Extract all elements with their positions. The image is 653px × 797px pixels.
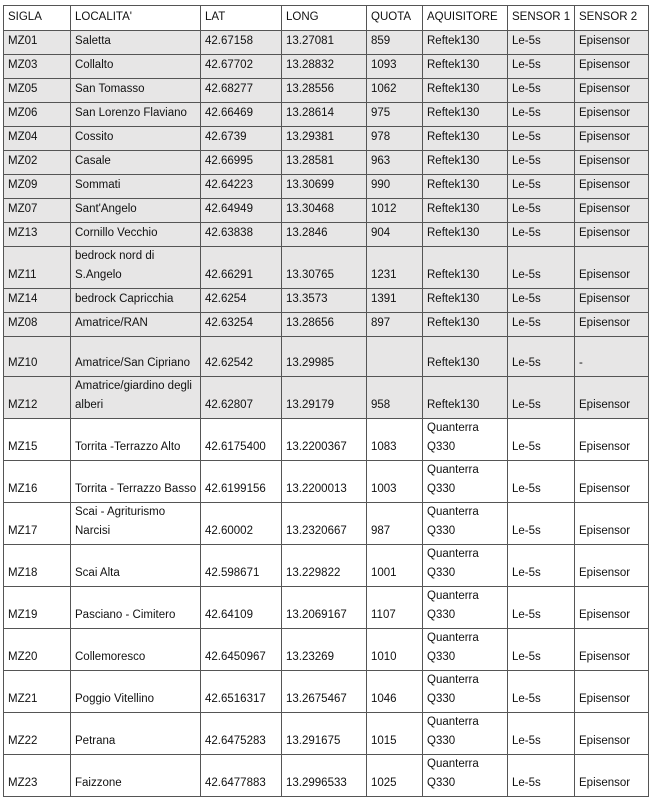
long-cell: 13.29179 [282,377,367,419]
sensor-1-cell: Le-5s [508,461,575,503]
quota-cell: 1001 [367,545,423,587]
lat-cell: 42.62542 [201,337,282,377]
long-cell: 13.28614 [282,103,367,127]
stations-table-container [3,5,649,797]
quota-cell: 1046 [367,671,423,713]
lat-cell: 42.63838 [201,223,282,247]
table-row [4,377,649,419]
sensor-2-cell: Episensor [575,461,649,503]
sensor-1-cell: Le-5s [508,313,575,337]
sensor-1-cell: Le-5s [508,629,575,671]
table-row [4,55,649,79]
sensor-1-cell: Le-5s [508,223,575,247]
quota-cell: 1107 [367,587,423,629]
aquisitore-cell: Reftek130 [423,31,508,55]
sensor-1-cell: Le-5s [508,713,575,755]
aquisitore-cell: Reftek130 [423,151,508,175]
long-cell: 13.28556 [282,79,367,103]
quota-cell: 990 [367,175,423,199]
quota-cell: 1083 [367,419,423,461]
header-lat: LAT [201,6,282,31]
lat-cell: 42.66995 [201,151,282,175]
table-row [4,31,649,55]
localita-cell: Cornillo Vecchio [71,223,201,247]
localita-cell: Sant'Angelo [71,199,201,223]
localita-cell: Torrita - Terrazzo Basso [71,461,201,503]
quota-cell: 904 [367,223,423,247]
table-row [4,289,649,313]
sigla-cell: MZ17 [4,503,71,545]
table-row [4,587,649,629]
localita-cell: Scai Alta [71,545,201,587]
aquisitore-cell: Reftek130 [423,313,508,337]
localita-cell: bedrock nord di S.Angelo [71,247,201,289]
sensor-1-cell: Le-5s [508,31,575,55]
long-cell: 13.2846 [282,223,367,247]
sensor-2-cell: Episensor [575,55,649,79]
localita-cell: Amatrice/giardino degli alberi [71,377,201,419]
long-cell: 13.291675 [282,713,367,755]
sensor-2-cell: Episensor [575,289,649,313]
lat-cell: 42.6739 [201,127,282,151]
aquisitore-cell: Reftek130 [423,289,508,313]
localita-cell: Cossito [71,127,201,151]
quota-cell: 897 [367,313,423,337]
quota-cell: 1015 [367,713,423,755]
localita-cell: Torrita -Terrazzo Alto [71,419,201,461]
localita-cell: Pasciano - Cimitero [71,587,201,629]
localita-cell: Petrana [71,713,201,755]
lat-cell: 42.6199156 [201,461,282,503]
lat-cell: 42.67702 [201,55,282,79]
sigla-cell: MZ11 [4,247,71,289]
sensor-1-cell: Le-5s [508,503,575,545]
sigla-cell: MZ07 [4,199,71,223]
table-row [4,103,649,127]
lat-cell: 42.63254 [201,313,282,337]
long-cell: 13.30468 [282,199,367,223]
sigla-cell: MZ18 [4,545,71,587]
sensor-2-cell: Episensor [575,175,649,199]
sensor-1-cell: Le-5s [508,127,575,151]
quota-cell: 1093 [367,55,423,79]
header-sensor-1: SENSOR 1 [508,6,575,31]
aquisitore-cell: Reftek130 [423,79,508,103]
table-row [4,175,649,199]
long-cell: 13.28832 [282,55,367,79]
quota-cell: 1062 [367,79,423,103]
sensor-1-cell: Le-5s [508,377,575,419]
quota-cell: 963 [367,151,423,175]
sensor-2-cell: Episensor [575,713,649,755]
sensor-2-cell: Episensor [575,587,649,629]
localita-cell: San Tomasso [71,79,201,103]
aquisitore-cell: Quanterra Q330 [423,713,508,755]
table-header-row [4,6,649,31]
aquisitore-cell: Quanterra Q330 [423,503,508,545]
quota-cell: 1010 [367,629,423,671]
sigla-cell: MZ10 [4,337,71,377]
table-row [4,671,649,713]
sigla-cell: MZ23 [4,755,71,797]
sensor-1-cell: Le-5s [508,587,575,629]
table-row [4,313,649,337]
sigla-cell: MZ22 [4,713,71,755]
sigla-cell: MZ03 [4,55,71,79]
lat-cell: 42.64949 [201,199,282,223]
table-row [4,151,649,175]
lat-cell: 42.6477883 [201,755,282,797]
lat-cell: 42.62807 [201,377,282,419]
aquisitore-cell: Reftek130 [423,127,508,151]
aquisitore-cell: Quanterra Q330 [423,587,508,629]
table-row [4,629,649,671]
sensor-2-cell: - [575,337,649,377]
table-row [4,461,649,503]
localita-cell: Saletta [71,31,201,55]
long-cell: 13.2320667 [282,503,367,545]
aquisitore-cell: Reftek130 [423,247,508,289]
sensor-1-cell: Le-5s [508,545,575,587]
sensor-1-cell: Le-5s [508,103,575,127]
long-cell: 13.28656 [282,313,367,337]
quota-cell: 859 [367,31,423,55]
sensor-1-cell: Le-5s [508,55,575,79]
localita-cell: Sommati [71,175,201,199]
aquisitore-cell: Reftek130 [423,55,508,79]
lat-cell: 42.66469 [201,103,282,127]
long-cell: 13.29985 [282,337,367,377]
sigla-cell: MZ01 [4,31,71,55]
lat-cell: 42.60002 [201,503,282,545]
sigla-cell: MZ20 [4,629,71,671]
aquisitore-cell: Reftek130 [423,103,508,127]
sigla-cell: MZ12 [4,377,71,419]
table-row [4,419,649,461]
aquisitore-cell: Reftek130 [423,377,508,419]
aquisitore-cell: Quanterra Q330 [423,461,508,503]
table-row [4,223,649,247]
sensor-2-cell: Episensor [575,313,649,337]
lat-cell: 42.66291 [201,247,282,289]
localita-cell: Casale [71,151,201,175]
long-cell: 13.229822 [282,545,367,587]
table-row [4,503,649,545]
long-cell: 13.2069167 [282,587,367,629]
aquisitore-cell: Quanterra Q330 [423,629,508,671]
sensor-1-cell: Le-5s [508,419,575,461]
sigla-cell: MZ02 [4,151,71,175]
table-row [4,545,649,587]
aquisitore-cell: Quanterra Q330 [423,671,508,713]
table-row [4,247,649,289]
table-row [4,199,649,223]
sensor-1-cell: Le-5s [508,175,575,199]
quota-cell: 975 [367,103,423,127]
quota-cell: 1231 [367,247,423,289]
quota-cell: 1012 [367,199,423,223]
sensor-2-cell: Episensor [575,79,649,103]
sigla-cell: MZ04 [4,127,71,151]
quota-cell: 1003 [367,461,423,503]
aquisitore-cell: Reftek130 [423,175,508,199]
localita-cell: San Lorenzo Flaviano [71,103,201,127]
localita-cell: Faizzone [71,755,201,797]
sensor-1-cell: Le-5s [508,289,575,313]
sensor-2-cell: Episensor [575,151,649,175]
lat-cell: 42.6516317 [201,671,282,713]
sensor-2-cell: Episensor [575,223,649,247]
localita-cell: Amatrice/RAN [71,313,201,337]
sensor-1-cell: Le-5s [508,199,575,223]
long-cell: 13.27081 [282,31,367,55]
sigla-cell: MZ13 [4,223,71,247]
sensor-2-cell: Episensor [575,377,649,419]
quota-cell: 1025 [367,755,423,797]
header-long: LONG [282,6,367,31]
aquisitore-cell: Quanterra Q330 [423,419,508,461]
stations-table-body [4,6,649,797]
sigla-cell: MZ19 [4,587,71,629]
table-row [4,337,649,377]
quota-cell: 987 [367,503,423,545]
sensor-2-cell: Episensor [575,103,649,127]
table-row [4,713,649,755]
aquisitore-cell: Quanterra Q330 [423,755,508,797]
lat-cell: 42.67158 [201,31,282,55]
sensor-1-cell: Le-5s [508,755,575,797]
sensor-2-cell: Episensor [575,629,649,671]
lat-cell: 42.6175400 [201,419,282,461]
localita-cell: bedrock Capricchia [71,289,201,313]
table-row [4,755,649,797]
sensor-2-cell: Episensor [575,671,649,713]
sensor-1-cell: Le-5s [508,671,575,713]
sigla-cell: MZ09 [4,175,71,199]
long-cell: 13.2996533 [282,755,367,797]
lat-cell: 42.68277 [201,79,282,103]
aquisitore-cell: Quanterra Q330 [423,545,508,587]
lat-cell: 42.6475283 [201,713,282,755]
sigla-cell: MZ16 [4,461,71,503]
sensor-2-cell: Episensor [575,419,649,461]
sensor-2-cell: Episensor [575,31,649,55]
long-cell: 13.30699 [282,175,367,199]
long-cell: 13.2675467 [282,671,367,713]
sensor-1-cell: Le-5s [508,79,575,103]
header-aquisitore: AQUISITORE [423,6,508,31]
localita-cell: Amatrice/San Cipriano [71,337,201,377]
aquisitore-cell: Reftek130 [423,199,508,223]
long-cell: 13.2200013 [282,461,367,503]
long-cell: 13.28581 [282,151,367,175]
sensor-1-cell: Le-5s [508,337,575,377]
localita-cell: Collemoresco [71,629,201,671]
header-quota: QUOTA [367,6,423,31]
aquisitore-cell: Reftek130 [423,223,508,247]
lat-cell: 42.64109 [201,587,282,629]
sigla-cell: MZ08 [4,313,71,337]
long-cell: 13.2200367 [282,419,367,461]
sensor-2-cell: Episensor [575,247,649,289]
aquisitore-cell: Reftek130 [423,337,508,377]
table-row [4,127,649,151]
lat-cell: 42.64223 [201,175,282,199]
long-cell: 13.3573 [282,289,367,313]
localita-cell: Collalto [71,55,201,79]
sensor-2-cell: Episensor [575,503,649,545]
long-cell: 13.23269 [282,629,367,671]
sensor-2-cell: Episensor [575,545,649,587]
sensor-2-cell: Episensor [575,199,649,223]
sigla-cell: MZ05 [4,79,71,103]
quota-cell [367,337,423,377]
header-localita: LOCALITA' [71,6,201,31]
header-sensor-2: SENSOR 2 [575,6,649,31]
lat-cell: 42.6254 [201,289,282,313]
localita-cell: Scai - Agriturismo Narcisi [71,503,201,545]
stations-table [3,5,649,797]
long-cell: 13.29381 [282,127,367,151]
long-cell: 13.30765 [282,247,367,289]
sensor-2-cell: Episensor [575,755,649,797]
quota-cell: 958 [367,377,423,419]
sigla-cell: MZ14 [4,289,71,313]
sigla-cell: MZ06 [4,103,71,127]
sensor-1-cell: Le-5s [508,151,575,175]
lat-cell: 42.598671 [201,545,282,587]
sensor-1-cell: Le-5s [508,247,575,289]
quota-cell: 978 [367,127,423,151]
sigla-cell: MZ15 [4,419,71,461]
header-sigla: SIGLA [4,6,71,31]
lat-cell: 42.6450967 [201,629,282,671]
sensor-2-cell: Episensor [575,127,649,151]
table-row [4,79,649,103]
localita-cell: Poggio Vitellino [71,671,201,713]
sigla-cell: MZ21 [4,671,71,713]
quota-cell: 1391 [367,289,423,313]
